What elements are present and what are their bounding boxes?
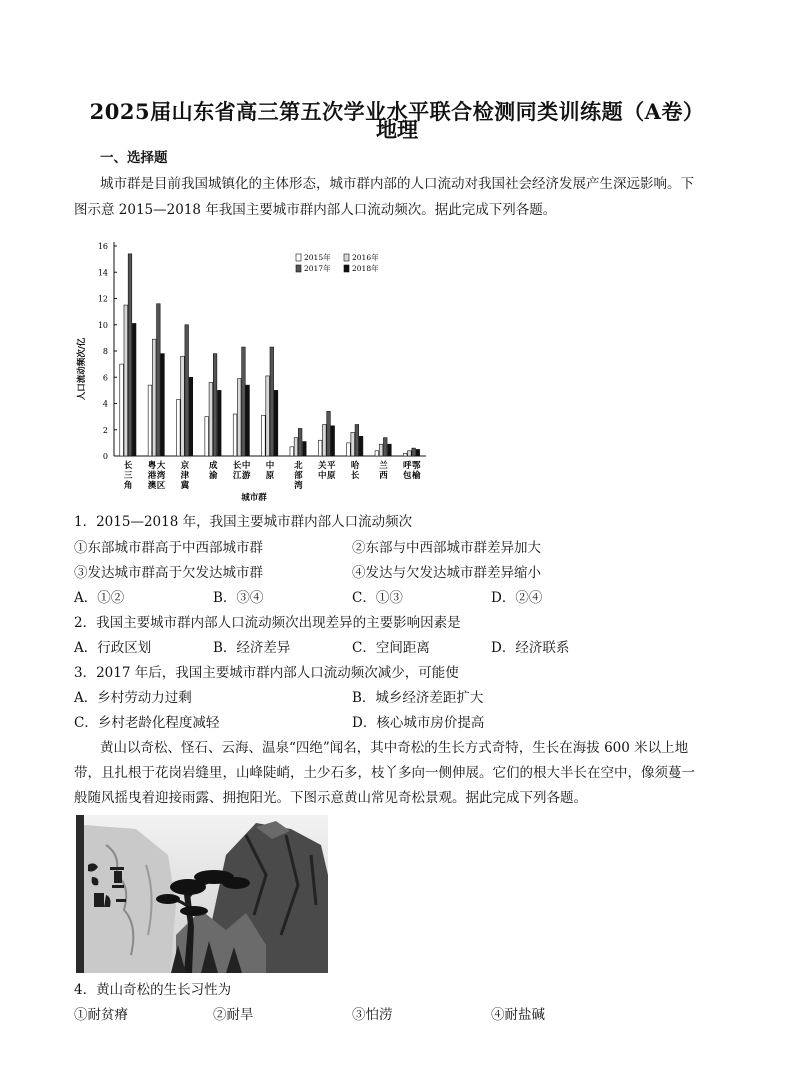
- bar-2018年: [274, 390, 278, 456]
- q1-option-c[interactable]: C．①③: [352, 590, 403, 606]
- legend-swatch: [296, 265, 301, 272]
- subject-title: 地理: [376, 117, 418, 142]
- bar-2017年: [128, 254, 132, 456]
- x-tick-label: 成渝: [209, 461, 218, 481]
- bar-2018年: [189, 377, 193, 456]
- bar-2017年: [242, 347, 246, 456]
- x-axis-label: 城市群: [241, 493, 267, 503]
- bar-2015年: [262, 415, 266, 456]
- intro-paragraph-line: 带，且扎根于花岗岩缝里，山峰陡峭，土少石多，枝丫多向一侧伸展。它们的根大半长在空中，像须蔓一: [74, 765, 695, 781]
- q1-option-a[interactable]: A．①②: [74, 590, 125, 606]
- legend-label: 2018年: [352, 264, 379, 273]
- bar-2015年: [233, 414, 237, 456]
- bar-2018年: [132, 323, 136, 456]
- q4-statement: ④耐盐碱: [491, 1007, 545, 1023]
- bar-2016年: [351, 432, 355, 456]
- x-tick-label: 长江中游: [232, 461, 251, 481]
- bar-2018年: [388, 444, 392, 456]
- q2-option-b[interactable]: B．经济差异: [213, 640, 291, 656]
- y-tick-label: 10: [97, 320, 108, 330]
- q3-option-d[interactable]: D．核心城市房价提高: [352, 715, 485, 731]
- x-tick-label: 北部湾: [294, 461, 303, 491]
- legend-label: 2017年: [304, 264, 331, 273]
- q1-option-b[interactable]: B．③④: [213, 590, 264, 606]
- bar-2017年: [270, 347, 274, 456]
- question-2-stem: 2．我国主要城市群内部人口流动频次出现差异的主要影响因素是: [74, 615, 461, 631]
- bar-2015年: [148, 385, 152, 456]
- question-4-stem: 4．黄山奇松的生长习性为: [74, 982, 232, 998]
- q2-option-d[interactable]: D．经济联系: [491, 640, 570, 656]
- bar-2016年: [152, 339, 156, 456]
- q3-option-a[interactable]: A．乡村劳动力过剩: [74, 690, 192, 706]
- bar-2016年: [379, 444, 383, 456]
- y-tick-label: 8: [102, 347, 108, 356]
- x-tick-label: 京津冀: [180, 461, 190, 491]
- q2-option-a[interactable]: A．行政区划: [74, 640, 152, 656]
- bar-2015年: [120, 364, 124, 456]
- y-tick-label: 16: [97, 242, 108, 251]
- bar-2017年: [383, 438, 387, 456]
- bar-2015年: [177, 400, 181, 456]
- bar-2016年: [124, 305, 128, 456]
- bar-2016年: [209, 383, 213, 457]
- bar-2016年: [294, 438, 298, 456]
- q1-statement: ①东部城市群高于中西部城市群: [74, 540, 263, 556]
- bar-2015年: [347, 443, 351, 456]
- bar-2018年: [359, 436, 363, 456]
- intro-paragraph-line: 般随风摇曳着迎接雨露、拥抱阳光。下图示意黄山常见奇松景观。据此完成下列各题。: [74, 790, 587, 806]
- q1-option-d[interactable]: D．②④: [491, 590, 543, 606]
- intro-paragraph-line: 黄山以奇松、怪石、云海、温泉“四绝”闻名，其中奇松的生长方式奇特，生长在海拔 600 米以上地: [100, 740, 689, 756]
- bar-2017年: [185, 325, 189, 456]
- bar-2015年: [375, 451, 379, 456]
- x-tick-label: 长三角: [123, 461, 133, 491]
- bar-2017年: [355, 425, 359, 457]
- q4-statement: ②耐旱: [213, 1007, 254, 1023]
- q3-option-b[interactable]: B．城乡经济差距扩大: [352, 690, 484, 706]
- q1-statement: ②东部与中西部城市群差异加大: [352, 540, 541, 556]
- huangshan-pine-photo: [76, 815, 328, 973]
- bar-2016年: [181, 356, 185, 456]
- x-tick-label: 哈长: [350, 461, 360, 481]
- bar-2018年: [246, 385, 250, 456]
- y-tick-label: 0: [102, 452, 108, 461]
- intro-paragraph-line: 图示意 2015—2018 年我国主要城市群内部人口流动频次。据此完成下列各题。: [74, 202, 557, 218]
- population-flow-bar-chart: [74, 234, 434, 504]
- legend-swatch: [344, 254, 349, 261]
- intro-paragraph-line: 城市群是目前我国城镇化的主体形态，城市群内部的人口流动对我国社会经济发展产生深远影响。下: [100, 176, 694, 192]
- bar-2017年: [412, 448, 416, 456]
- y-axis-label: 人口流动频次/亿: [77, 337, 87, 401]
- legend-label: 2015年: [304, 253, 331, 262]
- bar-2017年: [298, 428, 302, 456]
- legend-swatch: [344, 265, 349, 272]
- question-1-stem: 1．2015—2018 年，我国主要城市群内部人口流动频次: [74, 514, 413, 530]
- bar-2018年: [217, 390, 221, 456]
- x-tick-label: 粤港澳大湾区: [147, 461, 166, 491]
- chart-legend: [296, 252, 379, 273]
- q4-statement: ③怕涝: [352, 1007, 393, 1023]
- bar-2016年: [266, 376, 270, 456]
- x-tick-label: 关中平原: [317, 461, 336, 481]
- legend-label: 2016年: [352, 253, 379, 262]
- x-tick-label: 中原: [265, 461, 275, 481]
- bar-2018年: [416, 449, 420, 456]
- bar-2016年: [323, 425, 327, 457]
- bar-2015年: [318, 440, 322, 456]
- bar-2017年: [157, 304, 161, 456]
- q1-statement: ④发达与欠发达城市群差异缩小: [352, 565, 541, 581]
- section-heading: 一、选择题: [100, 150, 168, 166]
- q4-statement: ①耐贫瘠: [74, 1007, 128, 1023]
- bar-2015年: [403, 453, 407, 456]
- bar-2015年: [205, 417, 209, 456]
- bar-2017年: [213, 354, 217, 456]
- x-tick-label: 兰西: [379, 461, 388, 481]
- legend-swatch: [296, 254, 301, 261]
- bar-2017年: [327, 411, 331, 456]
- x-axis-labels: [124, 460, 421, 491]
- bar-series: [120, 254, 420, 456]
- y-tick-label: 4: [102, 399, 108, 409]
- bar-2016年: [237, 379, 241, 456]
- y-tick-label: 14: [97, 268, 108, 278]
- x-tick-label: 呼包鄂榆: [403, 461, 421, 481]
- question-3-stem: 3．2017 年后，我国主要城市群内部人口流动频次减少，可能使: [74, 665, 459, 681]
- q2-option-c[interactable]: C．空间距离: [352, 640, 430, 656]
- y-tick-label: 12: [97, 294, 108, 304]
- q3-option-c[interactable]: C．乡村老龄化程度减轻: [74, 715, 220, 731]
- y-tick-label: 2: [102, 425, 108, 435]
- bar-2016年: [408, 451, 412, 456]
- bar-2018年: [161, 354, 165, 456]
- y-tick-label: 6: [102, 373, 108, 383]
- bar-2018年: [303, 442, 307, 456]
- bar-2015年: [290, 447, 294, 456]
- bar-2018年: [331, 426, 335, 456]
- page-title: 2025届山东省高三第五次学业水平联合检测同类训练题（A卷）: [89, 99, 705, 124]
- q1-statement: ③发达城市群高于欠发达城市群: [74, 565, 263, 581]
